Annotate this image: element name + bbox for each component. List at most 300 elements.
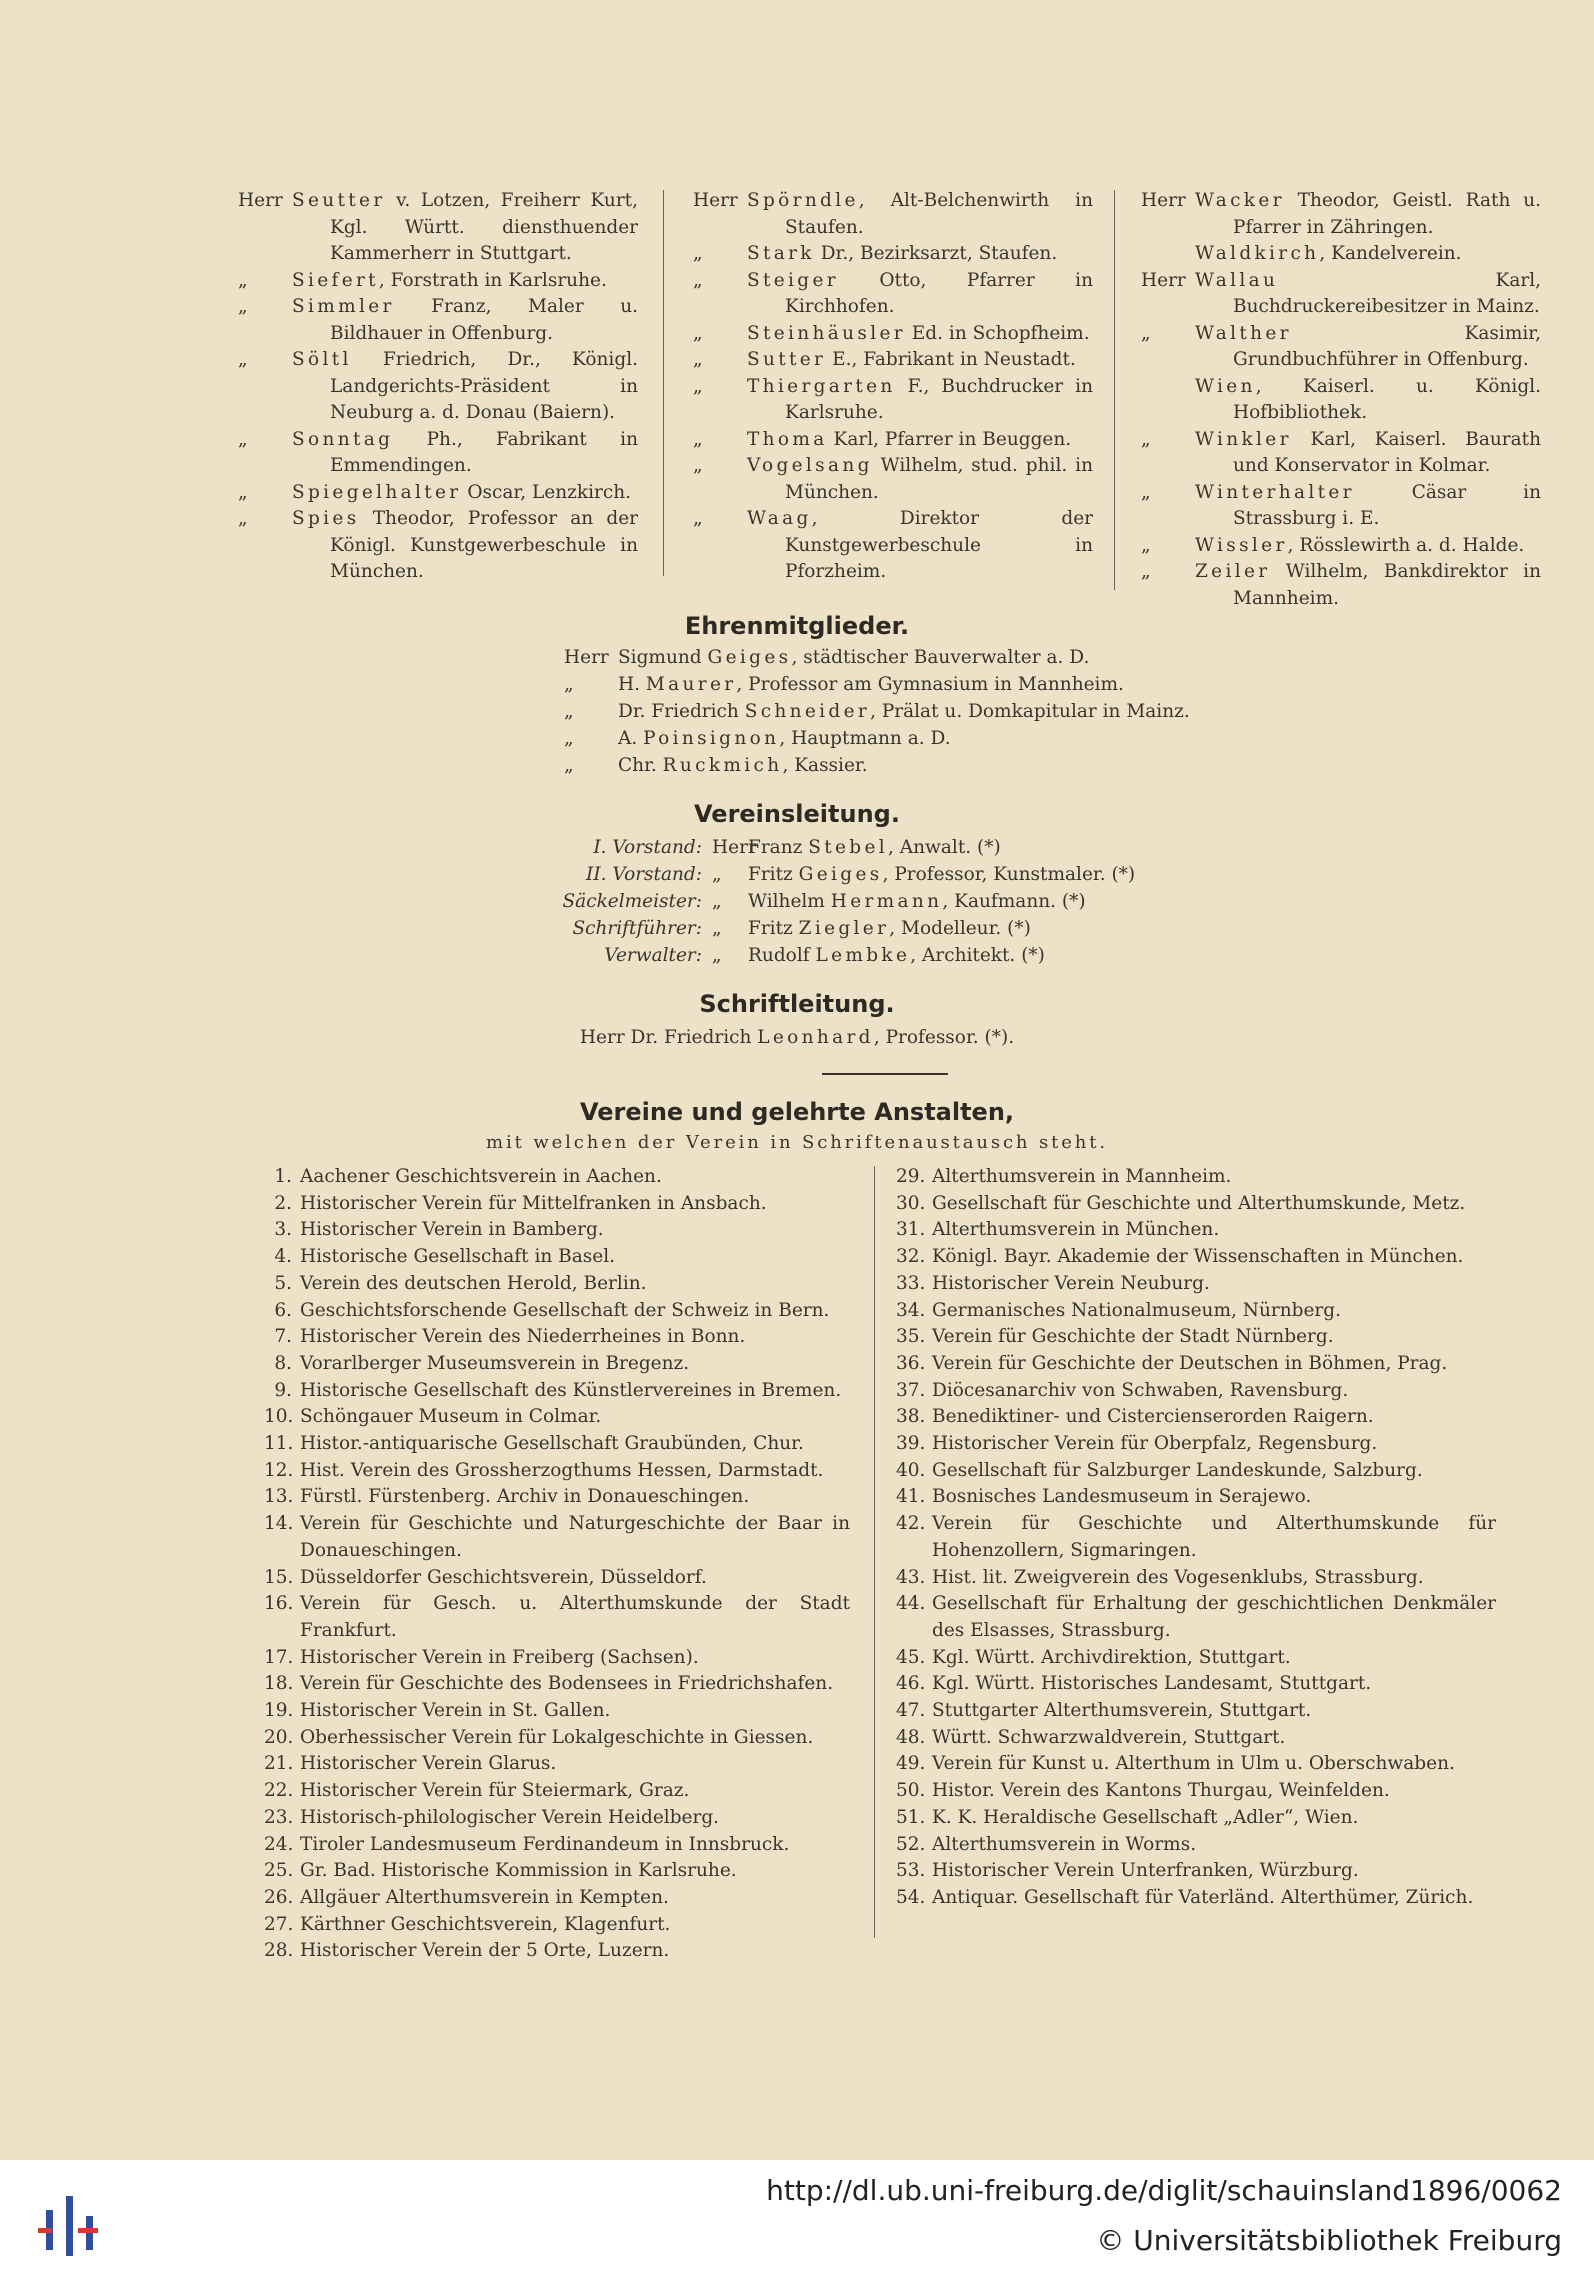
- member-details: Theodor, Geistl. Rath u. Pfarrer in Zähringen.: [1233, 190, 1541, 238]
- list-item: [264, 1645, 850, 1672]
- member-given-name: Rudolf: [748, 945, 816, 966]
- list-item-number: 23.: [264, 1806, 294, 1828]
- list-item: [264, 1431, 850, 1458]
- member-prefix: „: [238, 296, 248, 317]
- list-item-number: 37.: [896, 1379, 926, 1401]
- member-name: Siefert: [292, 269, 379, 291]
- member-entry: [1141, 321, 1541, 374]
- member-name: Sutter: [747, 349, 827, 370]
- member-name: Vogelsang: [747, 455, 873, 476]
- member-name: Spies: [292, 508, 360, 529]
- board-member: [748, 861, 1135, 888]
- member-details: Oscar, Lenzkirch.: [461, 481, 631, 503]
- list-item-number: 14.: [264, 1513, 294, 1535]
- board-role: II. Vorstand:: [586, 864, 702, 885]
- member-details: , Professor am Gymnasium in Mannheim.: [736, 674, 1124, 695]
- board-row: [560, 888, 1260, 915]
- member-prefix: Herr: [712, 837, 757, 858]
- member-prefix: „: [693, 508, 703, 529]
- member-prefix: Herr: [1141, 269, 1186, 291]
- list-item-number: 46.: [896, 1673, 926, 1695]
- member-entry: [693, 241, 1093, 268]
- list-item: [264, 1271, 850, 1298]
- list-item: [264, 1298, 850, 1325]
- list-item-text: Bosnisches Landesmuseum in Serajewo.: [932, 1486, 1312, 1508]
- member-entry: [1141, 188, 1541, 241]
- member-name: Thoma: [747, 428, 828, 450]
- list-item-number: 31.: [896, 1219, 926, 1241]
- list-item-text: Benediktiner- und Cistercienserorden Raigern.: [932, 1406, 1374, 1428]
- member-entry: [238, 188, 638, 268]
- list-item-text: Alterthumsverein in Mannheim.: [932, 1166, 1232, 1187]
- list-item-number: 30.: [896, 1192, 926, 1214]
- member-name: Zeiler: [1195, 561, 1271, 582]
- list-item-number: 35.: [896, 1326, 926, 1348]
- list-item-number: 32.: [896, 1246, 926, 1268]
- list-item: [264, 1858, 850, 1885]
- list-item: [264, 1351, 850, 1378]
- member-prefix: Herr: [693, 190, 738, 211]
- list-item-text: Historischer Verein in Freiberg (Sachsen).: [300, 1646, 699, 1668]
- member-details: Wilhelm, stud. phil. in München.: [785, 455, 1093, 503]
- list-item-text: Düsseldorfer Geschichtsverein, Düsseldorf.: [300, 1566, 707, 1588]
- member-entry: [693, 188, 1093, 241]
- list-item-number: 52.: [896, 1833, 926, 1855]
- member-prefix: „: [693, 428, 703, 450]
- list-item: [896, 1431, 1496, 1458]
- list-item-number: 10.: [264, 1406, 294, 1428]
- member-details: Ed. in Schopfheim.: [905, 322, 1090, 344]
- list-item-text: Historischer Verein für Oberpfalz, Regensburg.: [932, 1433, 1378, 1455]
- list-item-text: Oberhessischer Verein für Lokalgeschichte in Giessen.: [300, 1726, 814, 1748]
- member-given-name: H.: [618, 674, 646, 695]
- list-item-text: Historische Gesellschaft in Basel.: [300, 1246, 616, 1268]
- list-item-text: Württ. Schwarzwaldverein, Stuttgart.: [932, 1726, 1286, 1748]
- editor-line: [0, 1024, 1594, 1051]
- member-name: Wallau: [1195, 269, 1279, 291]
- list-item: [264, 1778, 850, 1805]
- list-item-text: Verein für Kunst u. Alterthum in Ulm u. Oberschwaben.: [932, 1753, 1455, 1775]
- list-item-text: Antiquar. Gesellschaft für Vaterländ. Alterthümer, Zürich.: [932, 1886, 1474, 1908]
- member-prefix: „: [238, 269, 248, 291]
- member-entry: [238, 347, 638, 427]
- list-item-text: Kärthner Geschichtsverein, Klagenfurt.: [300, 1913, 671, 1935]
- list-item: [896, 1298, 1496, 1325]
- list-item: [896, 1698, 1496, 1725]
- list-item-text: Historischer Verein Glarus.: [300, 1753, 557, 1775]
- list-item-number: 40.: [896, 1459, 926, 1481]
- list-item: [264, 1912, 850, 1939]
- list-item-text: Historischer Verein in St. Gallen.: [300, 1700, 611, 1722]
- member-name: Wien: [1195, 375, 1256, 397]
- list-item-number: 22.: [264, 1780, 294, 1802]
- source-url[interactable]: http://dl.ub.uni-freiburg.de/diglit/schauinsland1896/0062: [766, 2174, 1562, 2207]
- column-divider: [663, 190, 664, 576]
- list-item-number: 43.: [896, 1566, 926, 1588]
- member-name: Stark: [747, 243, 815, 264]
- column-divider: [874, 1166, 875, 1938]
- board-role: Schriftführer:: [572, 918, 702, 939]
- member-details: Karl, Pfarrer in Beuggen.: [827, 428, 1072, 450]
- member-details: , Kaufmann. (*): [942, 891, 1086, 912]
- list-item: [896, 1217, 1496, 1244]
- list-item-number: 53.: [896, 1860, 926, 1882]
- member-name: Sonntag: [292, 428, 394, 450]
- list-item-number: 8.: [274, 1352, 292, 1374]
- member-entry: [1141, 559, 1541, 612]
- member-name: Walther: [1195, 322, 1292, 344]
- list-item: [896, 1404, 1496, 1431]
- list-item: [264, 1217, 850, 1244]
- member-entry: [1141, 268, 1541, 321]
- list-item-text: Verein für Geschichte des Bodensees in Friedrichshafen.: [300, 1673, 834, 1695]
- editor-name: Leonhard: [757, 1027, 874, 1048]
- list-item-text: Histor. Verein des Kantons Thurgau, Weinfelden.: [932, 1780, 1390, 1802]
- member-details: , Architekt. (*): [910, 945, 1045, 966]
- list-item-number: 45.: [896, 1646, 926, 1668]
- list-item-text: Historische Gesellschaft des Künstlervereines in Bremen.: [300, 1379, 842, 1401]
- list-item-text: Fürstl. Fürstenberg. Archiv in Donaueschingen.: [300, 1486, 750, 1508]
- member-prefix: „: [564, 701, 574, 722]
- member-prefix: „: [564, 674, 574, 695]
- list-item-text: Vorarlberger Museumsverein in Bregenz.: [300, 1352, 690, 1374]
- editor-rest: , Professor. (*).: [873, 1027, 1015, 1048]
- member-prefix: „: [564, 728, 574, 749]
- list-item-text: Kgl. Württ. Historisches Landesamt, Stuttgart.: [932, 1673, 1372, 1695]
- member-entry: [693, 268, 1093, 321]
- list-item-text: Historisch-philologischer Verein Heidelberg.: [300, 1806, 720, 1828]
- list-item: [264, 1484, 850, 1511]
- member-name: Maurer: [645, 674, 737, 695]
- section-heading-vereinsleitung: Vereinsleitung.: [694, 800, 900, 828]
- list-item: [264, 1191, 850, 1218]
- list-item: [264, 1938, 850, 1965]
- list-item: [896, 1164, 1496, 1191]
- list-item: [896, 1324, 1496, 1351]
- board-role: Säckelmeister:: [562, 891, 702, 912]
- member-details: Kasimir, Grundbuchführer in Offenburg.: [1233, 322, 1541, 370]
- board-role: Verwalter:: [604, 945, 702, 966]
- list-item-text: Allgäuer Alterthumsverein in Kempten.: [300, 1886, 669, 1908]
- member-details: Friedrich, Dr., Königl. Landgerichts-Präsident in Neuburg a. d. Donau (Baiern).: [330, 349, 638, 423]
- member-name: Hermann: [830, 891, 943, 912]
- list-item: [264, 1671, 850, 1698]
- member-name: Steiger: [747, 269, 839, 291]
- member-name: Poinsignon: [643, 728, 780, 749]
- list-item-number: 13.: [264, 1486, 294, 1508]
- board-list: [560, 834, 1260, 969]
- board-row: [560, 942, 1260, 969]
- list-item: [264, 1591, 850, 1644]
- member-column-1: [238, 188, 638, 586]
- member-details: Karl, Buchdruckereibesitzer in Mainz.: [1233, 269, 1541, 317]
- member-entry: [238, 268, 638, 295]
- section-heading-ehrenmitglieder: Ehrenmitglieder.: [684, 612, 910, 640]
- list-item-number: 39.: [896, 1433, 926, 1455]
- list-item-number: 21.: [264, 1753, 294, 1775]
- honorary-member-row: [564, 752, 1264, 779]
- member-prefix: „: [693, 243, 703, 264]
- list-item-number: 38.: [896, 1406, 926, 1428]
- list-item: [264, 1725, 850, 1752]
- list-item-text: Gesellschaft für Geschichte und Alterthumskunde, Metz.: [932, 1192, 1466, 1214]
- honorary-member-row: [564, 725, 1264, 752]
- list-item-text: Schöngauer Museum in Colmar.: [300, 1406, 602, 1428]
- member-prefix: „: [693, 375, 703, 397]
- board-member: [748, 834, 1001, 861]
- column-divider: [1114, 190, 1115, 590]
- list-item-number: 47.: [896, 1700, 926, 1722]
- footer-bar: [0, 2160, 1594, 2277]
- societies-list-left: [264, 1164, 850, 1965]
- list-item: [896, 1484, 1496, 1511]
- member-prefix: Herr: [1141, 190, 1186, 211]
- member-prefix: „: [693, 455, 703, 476]
- list-item: [896, 1805, 1496, 1832]
- member-entry: [693, 427, 1093, 454]
- member-details: F., Buchdrucker in Karlsruhe.: [785, 375, 1093, 423]
- list-item-number: 12.: [264, 1459, 294, 1481]
- list-item-text: Alterthumsverein in München.: [932, 1219, 1220, 1241]
- member-name: Seutter: [292, 190, 386, 211]
- list-item-number: 26.: [264, 1886, 294, 1908]
- list-item: [264, 1164, 850, 1191]
- list-item: [264, 1885, 850, 1912]
- list-item: [896, 1885, 1496, 1912]
- member-prefix: „: [712, 945, 722, 966]
- member-details: Ph., Fabrikant in Emmendingen.: [330, 428, 638, 476]
- divider-rule: [822, 1073, 948, 1075]
- member-prefix: „: [1141, 481, 1151, 503]
- list-item: [264, 1565, 850, 1592]
- list-item-text: Kgl. Württ. Archivdirektion, Stuttgart.: [932, 1646, 1291, 1668]
- member-entry: [693, 347, 1093, 374]
- list-item-number: 7.: [274, 1326, 292, 1348]
- list-item-number: 17.: [264, 1646, 294, 1668]
- member-entry: [693, 374, 1093, 427]
- member-details: , Kassier.: [782, 755, 868, 776]
- member-prefix: „: [238, 428, 248, 450]
- list-item-text: Historischer Verein der 5 Orte, Luzern.: [300, 1940, 670, 1962]
- member-entry: [1141, 241, 1541, 268]
- list-item-text: Verein für Geschichte und Naturgeschichte der Baar in Donaueschingen.: [300, 1513, 850, 1561]
- member-given-name: Wilhelm: [748, 891, 831, 912]
- section-heading-schriftleitung: Schriftleitung.: [699, 990, 895, 1018]
- list-item: [896, 1244, 1496, 1271]
- member-name: Geiges: [707, 647, 792, 668]
- member-details: v. Lotzen, Freiherr Kurt, Kgl. Württ. diensthuender Kammerherr in Stuttgart.: [330, 190, 638, 264]
- list-item: [264, 1458, 850, 1485]
- list-item-number: 15.: [264, 1566, 294, 1588]
- member-column-3: [1141, 188, 1541, 612]
- member-name: Ruckmich: [662, 755, 783, 776]
- member-entry: [693, 453, 1093, 506]
- board-row: [560, 915, 1260, 942]
- list-item-text: Histor.-antiquarische Gesellschaft Graubünden, Chur.: [300, 1433, 804, 1455]
- list-item: [896, 1591, 1496, 1644]
- list-item-number: 49.: [896, 1753, 926, 1775]
- list-item-number: 2.: [274, 1192, 292, 1214]
- list-item-number: 27.: [264, 1913, 294, 1935]
- list-item: [264, 1244, 850, 1271]
- member-details: , städtischer Bauverwalter a. D.: [791, 647, 1090, 668]
- list-item-number: 28.: [264, 1940, 294, 1962]
- member-prefix: „: [238, 349, 248, 370]
- member-details: , Forstrath in Karlsruhe.: [378, 269, 607, 291]
- list-item-text: Aachener Geschichtsverein in Aachen.: [300, 1166, 662, 1187]
- member-given-name: Dr. Friedrich: [618, 701, 745, 722]
- list-item-text: Königl. Bayr. Akademie der Wissenschaften in München.: [932, 1246, 1464, 1268]
- member-entry: [238, 480, 638, 507]
- member-entry: [238, 427, 638, 480]
- board-member: [748, 888, 1086, 915]
- list-item: [896, 1351, 1496, 1378]
- member-entry: [1141, 427, 1541, 480]
- member-prefix: „: [1141, 561, 1151, 582]
- list-item-number: 18.: [264, 1673, 294, 1695]
- honorary-member-row: [564, 671, 1264, 698]
- member-given-name: Sigmund: [618, 647, 708, 668]
- list-item-text: Verein für Geschichte und Alterthumskunde für Hohenzollern, Sigmaringen.: [932, 1513, 1496, 1561]
- board-member: [748, 942, 1045, 969]
- section-subtitle: mit welchen der Verein in Schriftenaustausch steht.: [486, 1132, 1108, 1153]
- member-details: , Professor, Kunstmaler. (*): [882, 864, 1136, 885]
- copyright-notice: © Universitätsbibliothek Freiburg: [1096, 2224, 1562, 2257]
- member-details: , Direktor der Kunstgewerbeschule in Pforzheim.: [785, 508, 1093, 582]
- list-item: [896, 1645, 1496, 1672]
- list-item: [896, 1725, 1496, 1752]
- member-name: Winkler: [1195, 428, 1292, 450]
- member-list: [238, 188, 1541, 609]
- member-prefix: „: [1141, 322, 1151, 344]
- list-item-number: 42.: [896, 1513, 926, 1535]
- member-given-name: Fritz: [748, 918, 799, 939]
- list-item-text: Germanisches Nationalmuseum, Nürnberg.: [932, 1299, 1341, 1321]
- list-item-number: 29.: [896, 1166, 926, 1187]
- member-name: Simmler: [292, 296, 395, 317]
- member-entry: [238, 294, 638, 347]
- member-entry: [693, 321, 1093, 348]
- member-name: Lembke: [815, 945, 911, 966]
- list-item-text: Verein für Geschichte der Deutschen in Böhmen, Prag.: [932, 1352, 1448, 1374]
- member-details: Dr., Bezirksarzt, Staufen.: [814, 243, 1058, 264]
- section-heading-vereine: Vereine und gelehrte Anstalten,: [579, 1098, 1015, 1126]
- member-prefix: „: [693, 269, 703, 291]
- member-details: , Kandelverein.: [1319, 243, 1462, 264]
- list-item: [264, 1511, 850, 1564]
- member-prefix: „: [238, 508, 248, 529]
- list-item-number: 50.: [896, 1780, 926, 1802]
- board-row: [560, 834, 1260, 861]
- member-details: Wilhelm, Bankdirektor in Mannheim.: [1233, 561, 1541, 609]
- list-item-number: 4.: [274, 1246, 292, 1268]
- list-item: [264, 1698, 850, 1725]
- societies-list-right: [896, 1164, 1496, 1912]
- list-item-text: K. K. Heraldische Gesellschaft „Adler“, Wien.: [932, 1806, 1359, 1828]
- member-name: Söltl: [292, 349, 352, 370]
- member-prefix: „: [564, 755, 574, 776]
- list-item: [896, 1271, 1496, 1298]
- member-prefix: Herr: [238, 190, 283, 211]
- list-item-text: Hist. Verein des Grossherzogthums Hessen, Darmstadt.: [300, 1459, 824, 1481]
- list-item-number: 5.: [274, 1272, 292, 1294]
- list-item-text: Stuttgarter Alterthumsverein, Stuttgart.: [932, 1700, 1312, 1722]
- list-item-text: Gesellschaft für Salzburger Landeskunde, Salzburg.: [932, 1459, 1423, 1481]
- member-entry: [238, 506, 638, 586]
- list-item-number: 1.: [274, 1166, 292, 1187]
- member-prefix: „: [238, 481, 248, 503]
- member-name: Geiges: [798, 864, 883, 885]
- member-name: Spörndle: [747, 190, 859, 211]
- member-name: Spiegelhalter: [292, 481, 462, 503]
- member-column-2: [693, 188, 1093, 586]
- member-prefix: „: [712, 864, 722, 885]
- member-details: , Kaiserl. u. Königl. Hofbibliothek.: [1233, 375, 1541, 423]
- list-item-number: 44.: [896, 1593, 926, 1615]
- member-details: Otto, Pfarrer in Kirchhofen.: [785, 269, 1093, 317]
- member-name: Stebel: [808, 837, 889, 858]
- list-item-text: Verein des deutschen Herold, Berlin.: [300, 1272, 647, 1294]
- list-item: [896, 1458, 1496, 1485]
- list-item: [264, 1404, 850, 1431]
- member-entry: [693, 506, 1093, 586]
- member-entry: [1141, 374, 1541, 427]
- member-prefix: „: [1141, 534, 1151, 556]
- member-entry: [1141, 533, 1541, 560]
- list-item-text: Geschichtsforschende Gesellschaft der Schweiz in Bern.: [300, 1299, 830, 1321]
- member-details: , Hauptmann a. D.: [779, 728, 951, 749]
- list-item-number: 11.: [264, 1433, 294, 1455]
- list-item-number: 36.: [896, 1352, 926, 1374]
- list-item: [896, 1858, 1496, 1885]
- list-item-text: Historischer Verein des Niederrheines in Bonn.: [300, 1326, 746, 1348]
- honorary-member-row: [564, 644, 1264, 671]
- list-item: [896, 1191, 1496, 1218]
- list-item-number: 41.: [896, 1486, 926, 1508]
- list-item: [264, 1378, 850, 1405]
- list-item-text: Historischer Verein für Mittelfranken in Ansbach.: [300, 1192, 767, 1214]
- member-details: , Anwalt. (*): [888, 837, 1001, 858]
- member-prefix: „: [712, 918, 722, 939]
- list-item-number: 20.: [264, 1726, 294, 1748]
- member-details: , Prälat u. Domkapitular in Mainz.: [870, 701, 1190, 722]
- list-item: [896, 1565, 1496, 1592]
- list-item-number: 51.: [896, 1806, 926, 1828]
- member-prefix: „: [712, 891, 722, 912]
- list-item-text: Historischer Verein in Bamberg.: [300, 1219, 604, 1241]
- member-entry: [1141, 480, 1541, 533]
- list-item-number: 48.: [896, 1726, 926, 1748]
- member-given-name: Franz: [748, 837, 809, 858]
- list-item: [896, 1511, 1496, 1564]
- list-item-text: Historischer Verein für Steiermark, Graz.: [300, 1780, 690, 1802]
- member-details: Franz, Maler u. Bildhauer in Offenburg.: [330, 296, 638, 344]
- list-item: [896, 1671, 1496, 1698]
- list-item: [896, 1751, 1496, 1778]
- member-details: , Rösslewirth a. d. Halde.: [1287, 534, 1525, 556]
- list-item-text: Hist. lit. Zweigverein des Vogesenklubs, Strassburg.: [932, 1566, 1424, 1588]
- list-item-text: Diöcesanarchiv von Schwaben, Ravensburg.: [932, 1379, 1349, 1401]
- member-name: Schneider: [744, 701, 871, 722]
- list-item-number: 33.: [896, 1272, 926, 1294]
- list-item-text: Gr. Bad. Historische Kommission in Karlsruhe.: [300, 1860, 737, 1882]
- board-row: [560, 861, 1260, 888]
- list-item-number: 34.: [896, 1299, 926, 1321]
- member-given-name: Chr.: [618, 755, 663, 776]
- list-item-text: Historischer Verein Unterfranken, Würzburg.: [932, 1860, 1359, 1882]
- list-item: [264, 1832, 850, 1859]
- list-item: [896, 1778, 1496, 1805]
